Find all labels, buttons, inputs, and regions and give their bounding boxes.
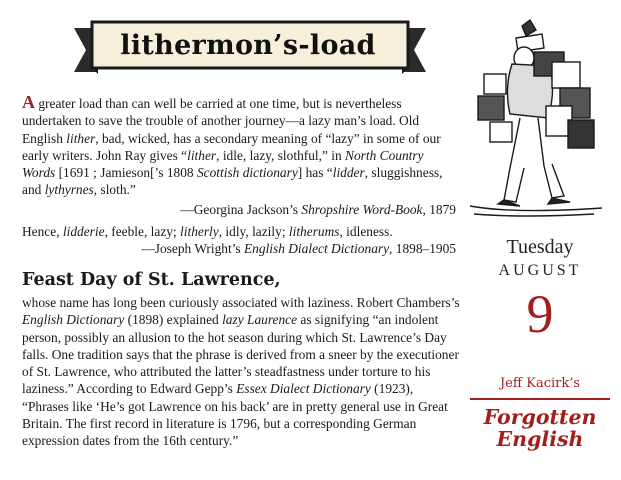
term-litherums: litherums [288,224,340,240]
term-lither: lither [66,130,96,146]
definition-text: , idly, lazily; [218,224,289,240]
citation-text: , 1879 [422,201,456,217]
feast-text: whose name has long been curiously associated with laziness. Robert Chambers’s [22,295,460,310]
term-lidder: lidder [332,165,365,181]
logo-word-english: English [496,427,584,451]
book-title: Scottish dictionary [196,165,298,181]
author-credit: Jeff Kacirk’s [499,376,581,391]
weekday-label: Tuesday [506,236,574,258]
citation-text: , 1898–1905 [389,241,456,257]
drop-cap: A [22,92,35,112]
book-title: English Dictionary [22,312,125,328]
book-title: English Dialect Dictionary [244,241,390,257]
feast-text: (1923), “Phrases like ‘He’s got Lawrence on his back’ are in pretty general use in Great Britain. The first record in literature is 1796, but a corresponding German expression dates from the 16th century.” [22,381,448,449]
forgotten-english-logo [470,394,610,450]
feast-text: (1898) explained [124,312,223,328]
definition-text: , feeble, lazy; [104,224,181,240]
definition-text: , sluggishness, and [22,165,443,198]
citation-jackson [22,201,456,218]
definition-text: , idle, lazy, slothful,” in [216,147,346,163]
definition-text: , bad, wicked, has a secondary meaning of “lazy” in some of our early writers. John Ray gives “ [22,130,441,163]
definition-text: , sloth.” [93,182,136,198]
term-lythyrnes: lythyrnes [44,182,94,198]
logo-word-forgotten: Forgotten [483,405,597,429]
feast-text: as signifying “an indolent person, possibly an allusion to the hot season during which St. Lawrence’s Day falls. One tradition says that the phrase is derived from a sneer by the executioner of St. Lawrence, who attributed the latter’s steadfastness under torture to his laziness.” According to Edward Gepp’s [22,312,459,397]
feast-heading: Feast Day of St. Lawrence, [22,270,281,290]
citation-text: —Joseph Wright’s [141,241,244,257]
definition-text: , idleness. [339,224,393,240]
citation-wright [22,240,456,257]
term-lither: lither [187,147,217,163]
book-title: North Country Words [22,147,424,181]
book-title: Shropshire Word-Book [301,201,423,217]
definition-text: Hence, [22,224,63,240]
definition-text: greater load than can well be carried at one time, but is nevertheless undertaken to save the trouble of another journey—a lazy man’s load. Old English [22,96,420,146]
derivatives-paragraph [22,223,456,240]
definition-section [22,92,456,258]
logo-rule-bar [470,398,610,400]
title-banner [60,16,440,80]
book-title: Essex Dialect Dictionary [236,381,371,397]
feast-day-section [22,268,462,450]
term-litherly: litherly [180,224,219,240]
feast-paragraph [22,294,462,450]
definition-text: ] has “ [297,165,333,181]
citation-text: —Georgina Jackson’s [180,201,302,217]
day-number: 9 [526,284,554,344]
word-title: lithermon’s-load [120,30,376,61]
month-label: AUGUST [498,262,582,279]
lazy-man-load-illustration [464,18,608,218]
term-lazy-laurence: lazy Laurence [222,312,298,328]
definition-text: [1691 ; Jamieson[’s 1808 [55,165,197,181]
definition-paragraph [22,92,456,199]
logo-rule [470,394,610,406]
term-lidderie: lidderie [62,224,105,240]
